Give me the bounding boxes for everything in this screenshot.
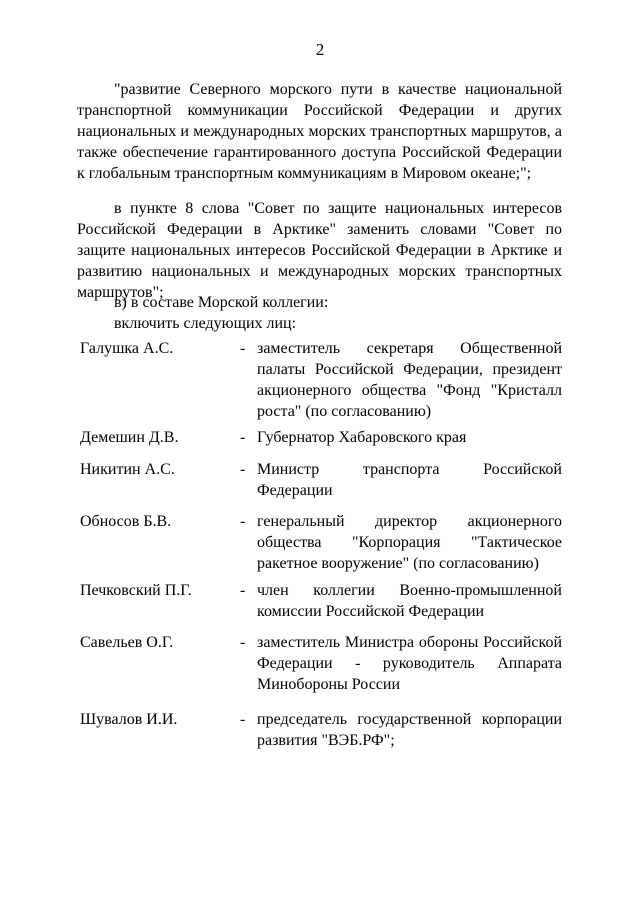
member-role: председатель государственной корпорации развития "ВЭБ.РФ"; [257, 711, 562, 749]
member-dash: - [240, 513, 246, 530]
member-name: Савельев О.Г. [80, 634, 174, 651]
paragraph-include-persons: включить следующих лиц: [114, 315, 297, 332]
member-role: Министр транспорта Российской Федерации [257, 461, 562, 499]
member-role: член коллегии Военно-промышленной комиссии Российской Федерации [257, 582, 562, 620]
member-role: заместитель секретаря Общественной палаты Российской Федерации, президент акционерного общества "Фонд "Кристалл роста" (по согласованию) [257, 340, 562, 420]
member-name: Печковский П.Г. [80, 582, 192, 599]
member-dash: - [240, 429, 246, 446]
paragraph-maritime-board: в) в составе Морской коллегии: [114, 294, 329, 311]
member-name: Никитин А.С. [80, 461, 175, 478]
member-dash: - [240, 634, 246, 651]
page-number: 2 [315, 40, 325, 59]
member-role: Губернатор Хабаровского края [257, 429, 467, 446]
paragraph-clause-8-replacement: в пункте 8 слова "Совет по защите национальных интересов Российской Федерации в Арктике" заменить словами "Совет по защите национальных интересов Российской Федерации в Арктике и развитию национальных и международных морских транспортных маршрутов"; [77, 200, 562, 301]
member-name: Шувалов И.И. [80, 711, 178, 728]
member-role: генеральный директор акционерного общества "Корпорация "Тактическое ракетное вооружение" (по согласованию) [257, 513, 562, 572]
member-dash: - [240, 461, 246, 478]
member-name: Галушка А.С. [80, 340, 174, 357]
member-name: Обносов Б.В. [80, 513, 172, 530]
member-dash: - [240, 340, 246, 357]
member-name: Демешин Д.В. [80, 429, 179, 446]
member-role: заместитель Министра обороны Российской Федерации - руководитель Аппарата Минобороны России [257, 634, 562, 693]
member-dash: - [240, 582, 246, 599]
member-dash: - [240, 711, 246, 728]
paragraph-nsr-development: "развитие Северного морского пути в качестве национальной транспортной коммуникации Российской Федерации и других национальных и международных морских транспортных маршрутов, а также обеспечение гарантированного доступа Российской Федерации к глобальным транспортным коммуникациям в Мировом океане;"; [77, 81, 562, 182]
